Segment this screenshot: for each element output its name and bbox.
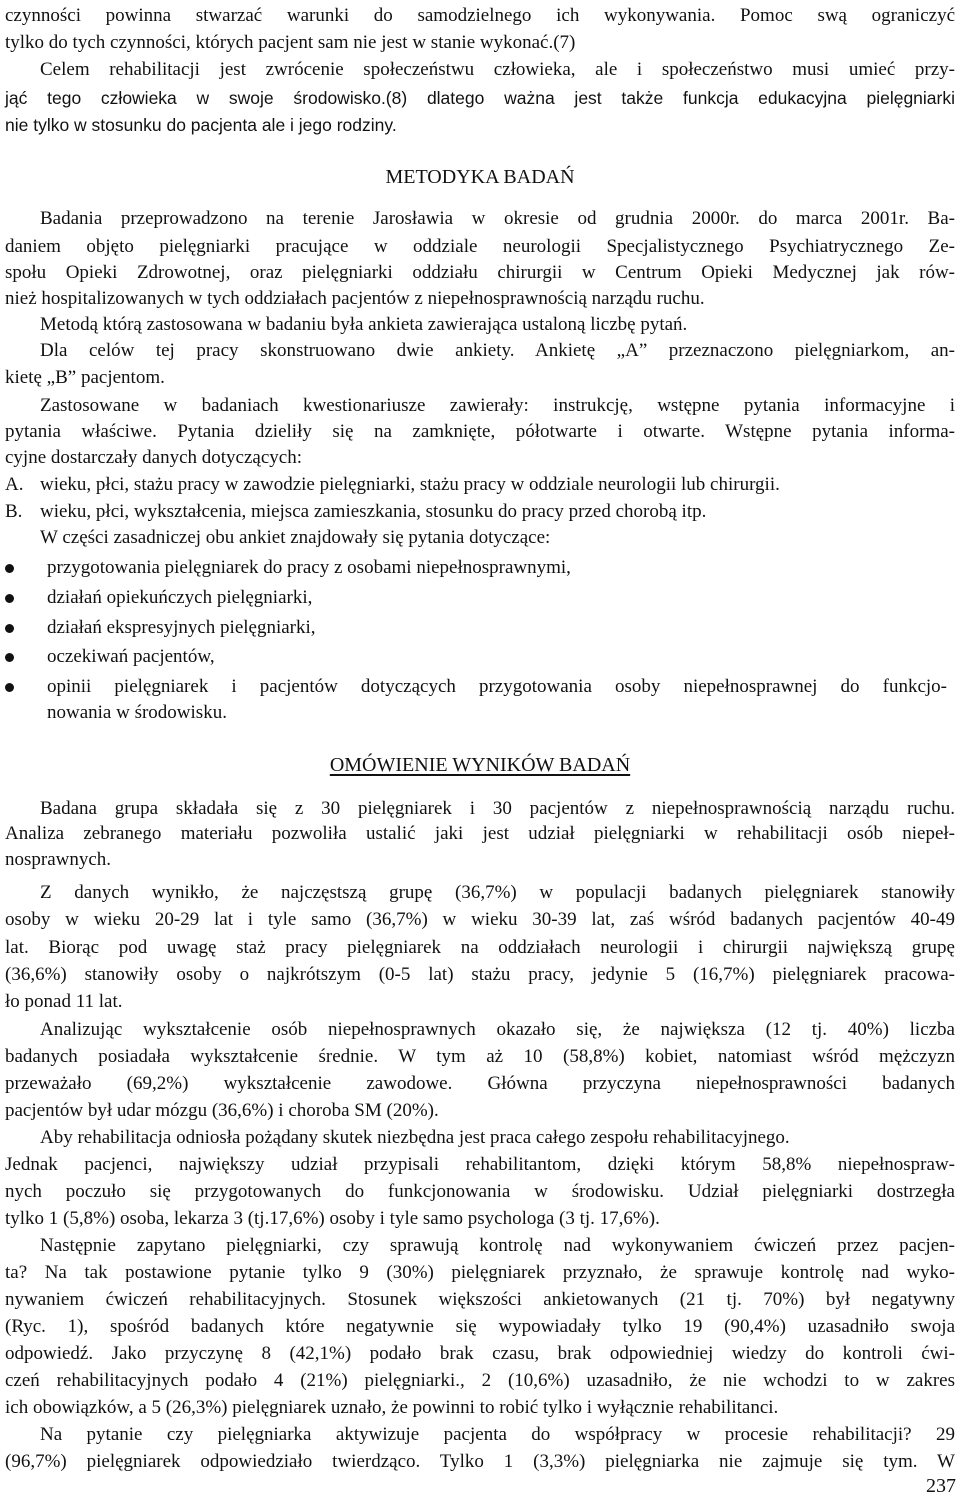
text-line: kietę „B” pacjentom. [5, 367, 165, 388]
text-line: osoby w wieku 20-29 lat i tyle samo (36,7%) w wieku 30-39 lat, zaś wśród badanych pacjentów 40-49 [5, 909, 955, 930]
text-line: badanych posiadała wykształcenie średnie. W tym aż 10 (58,8%) kobiet, natomiast wśród mężczyzn [5, 1046, 955, 1067]
text-line: Badana grupa składała się z 30 pielęgniarek i 30 pacjentów z niepełnosprawnością narządu ruchu. [40, 798, 955, 819]
bullet-icon [5, 594, 14, 603]
text-line: ta? Na tak postawione pytanie tylko 9 (30%) pielęgniarek przyznało, że sprawuje kontrolę nad wyko- [5, 1262, 955, 1283]
text-line: nosprawnych. [5, 849, 112, 870]
text-line: Na pytanie czy pielęgniarka aktywizuje pacjenta do współpracy w procesie rehabilitacji? 29 [40, 1424, 955, 1445]
list-item-continuation: nowania w środowisku. [47, 702, 227, 723]
text-line: Metodą którą zastosowana w badaniu była ankieta zawierająca ustaloną liczbę pytań. [40, 314, 688, 335]
section-heading-results [5, 753, 955, 777]
text-line: lat. Biorąc pod uwagę staż pracy pielęgniarek na oddziałach neurologii i chirurgii największą grupę [5, 937, 955, 958]
text-line: przeważało (69,2%) wykształcenie zawodowe. Główna przyczyna niepełnosprawności badanych [5, 1073, 955, 1094]
bullet-icon [5, 683, 14, 692]
text-line: nywaniem ćwiczeń rehabilitacyjnych. Stosunek większości ankietowanych (21 tj. 70%) był negatywny [5, 1289, 955, 1310]
text-line: Następnie zapytano pielęgniarki, czy sprawują kontrolę nad wykonywaniem ćwiczeń przez pacjen- [40, 1235, 955, 1256]
text-line: nych poczuło się przygotowanych do funkcjonowania w środowisku. Udział pielęgniarki dostrzegła [5, 1181, 955, 1202]
list-item: działań opiekuńczych pielęgniarki, [47, 587, 313, 608]
text-line: (96,7%) pielęgniarek odpowiedziało twierdząco. Tylko 1 (3,3%) pielęgniarka nie zajmuje się tym. W [5, 1451, 955, 1472]
text-line: tylko 1 (5,8%) osoba, lekarza 3 (tj.17,6%) osoby i tyle samo psychologa (3 tj. 17,6%). [5, 1208, 660, 1229]
text-line: Badania przeprowadzono na terenie Jarosławia w okresie od grudnia 2000r. do marca 2001r. Ba- [40, 208, 955, 229]
text-line: W części zasadniczej obu ankiet znajdowały się pytania dotyczące: [40, 527, 551, 548]
list-item: oczekiwań pacjentów, [47, 646, 215, 667]
text-line: ich obowiązków, a 5 (26,3%) pielęgniarek uznało, że powinni to robić tylko i wyłącznie rehabilitanci. [5, 1397, 779, 1418]
text-line: społu Opieki Zdrowotnej, oraz pielęgniarki oddziału chirurgii w Centrum Opieki Medycznej jak rów- [5, 262, 955, 283]
text-line: jąć tego człowieka w swoje środowisko.(8) dlatego ważna jest także funkcja edukacyjna pielęgniarki [5, 88, 955, 108]
text-line: odpowiedź. Jako przyczynę 8 (42,1%) podało brak czasu, brak odpowiedniej wiedzy do kontroli ćwi- [5, 1343, 955, 1364]
text-line: Aby rehabilitacja odniosła pożądany skutek niezbędna jest praca całego zespołu rehabilitacyjnego. [40, 1127, 790, 1148]
text-line: pacjentów był udar mózgu (36,6%) i choroba SM (20%). [5, 1100, 439, 1121]
text-line: cyjne dostarczały danych dotyczących: [5, 447, 302, 468]
text-line: Dla celów tej pracy skonstruowano dwie ankiety. Ankietę „A” przeznaczono pielęgniarkom, an- [40, 340, 955, 361]
bullet-icon [5, 653, 14, 662]
text-line: (36,6%) stanowiły osoby o najkrótszym (0-5 lat) stażu pracy, jedynie 5 (16,7%) pielęgniarek pracowa- [5, 964, 955, 985]
text-line: czynności powinna stwarzać warunki do samodzielnego ich wykonywania. Pomoc swą ograniczyć [5, 5, 955, 26]
text-line: ło ponad 11 lat. [5, 991, 123, 1012]
text-line: nież hospitalizowanych w tych oddziałach pacjentów z niepełnosprawnością narządu ruchu. [5, 288, 705, 309]
text-line: Analizując wykształcenie osób niepełnosprawnych okazało się, że największa (12 tj. 40%) liczba [40, 1019, 955, 1040]
text-line: Analiza zebranego materiału pozwoliła ustalić jaki jest udział pielęgniarki w rehabilitacji osób niepeł- [5, 823, 955, 844]
text-line: nie tylko w stosunku do pacjenta ale i jego rodziny. [5, 115, 397, 135]
list-item: działań ekspresyjnych pielęgniarki, [47, 617, 316, 638]
text-line: Jednak pacjenci, największy udział przypisali rehabilitantom, dzięki którym 58,8% niepełnospraw- [5, 1154, 955, 1175]
list-marker: B. [5, 501, 23, 522]
section-heading-methods: METODYKA BADAŃ [385, 166, 575, 188]
text-line: Z danych wynikło, że najczęstszą grupę (36,7%) w populacji badanych pielęgniarek stanowiły [40, 882, 955, 903]
text-line: Celem rehabilitacji jest zwrócenie społeczeństwu człowieka, ale i społeczeństwo musi umieć przy- [40, 59, 955, 80]
text-line: Zastosowane w badaniach kwestionariusze zawierały: instrukcję, wstępne pytania informacyjne i [40, 395, 955, 416]
list-item: przygotowania pielęgniarek do pracy z osobami niepełnosprawnymi, [47, 557, 571, 578]
section-heading-results-text: OMÓWIENIE WYNIKÓW BADAŃ [329, 754, 631, 776]
list-item: wieku, płci, wykształcenia, miejsca zamieszkania, stosunku do pracy przed chorobą itp. [40, 501, 707, 522]
list-item: wieku, płci, stażu pracy w zawodzie pielęgniarki, stażu pracy w oddziale neurologii lub chirurgii. [40, 474, 780, 495]
page-number: 237 [926, 1475, 956, 1497]
list-marker: A. [5, 474, 24, 495]
text-line: daniem objęto pielęgniarki pracujące w oddziale neurologii Specjalistycznego Psychiatrycznego Ze- [5, 236, 955, 257]
text-line: tylko do tych czynności, których pacjent sam nie jest w stanie wykonać.(7) [5, 32, 576, 53]
text-line: czeń rehabilitacyjnych podało 4 (21%) pielęgniarki., 2 (10,6%) uzasadniło, że nie wchodzi to w zakres [5, 1370, 955, 1391]
text-line: (Ryc. 1), spośród badanych które negatywnie się wypowiadały tylko 19 (90,4%) uzasadniło swoja [5, 1316, 955, 1337]
list-item: opinii pielęgniarek i pacjentów dotyczących przygotowania osoby niepełnosprawnej do funkcjo- [47, 676, 947, 697]
bullet-icon [5, 624, 14, 633]
bullet-icon [5, 564, 14, 573]
text-line: pytania właściwe. Pytania dzieliły się na zamknięte, półotwarte i otwarte. Wstępne pytania informa- [5, 421, 955, 442]
